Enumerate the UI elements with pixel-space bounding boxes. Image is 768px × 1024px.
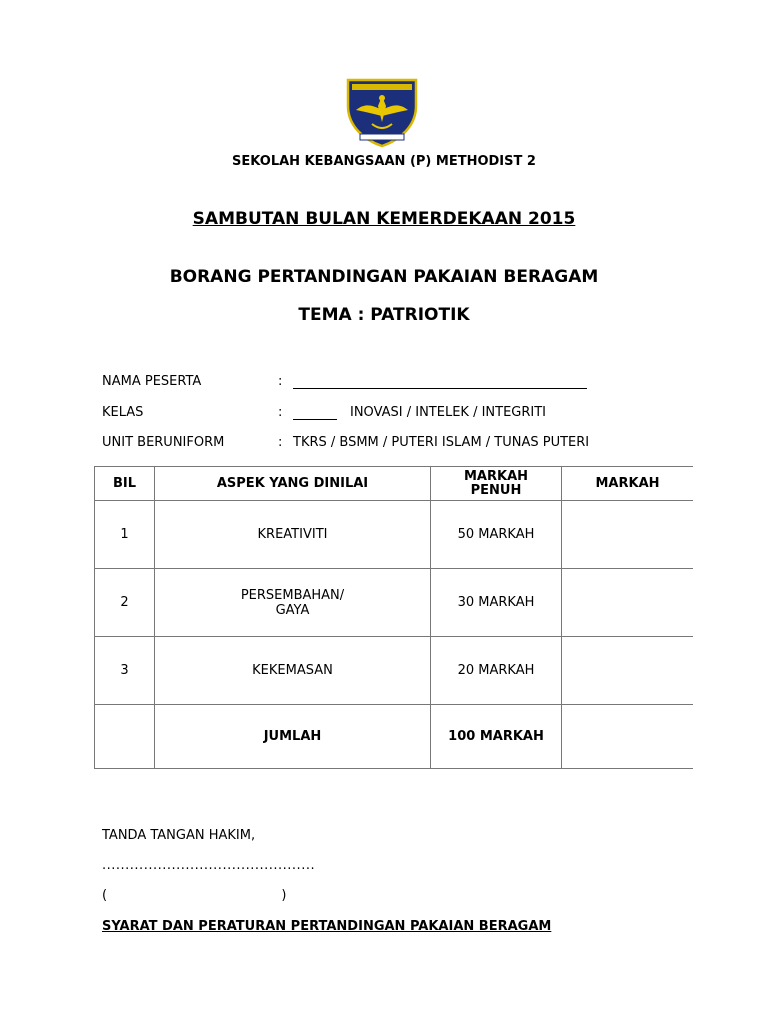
event-title: SAMBUTAN BULAN KEMERDEKAAN 2015: [192, 209, 576, 229]
table-row: [95, 637, 694, 705]
field-label: UNIT BERUNIFORM: [102, 435, 225, 450]
field-colon: :: [278, 374, 283, 389]
rules-heading: SYARAT DAN PERATURAN PERTANDINGAN PAKAIAN BERAGAM: [102, 919, 552, 934]
table-row: [95, 501, 694, 569]
judge-name-parentheses[interactable]: [102, 888, 286, 903]
row-bil: 2: [95, 569, 155, 637]
row-aspect: PERSEMBAHAN/ GAYA: [155, 569, 431, 637]
row-score-cell[interactable]: [562, 501, 694, 569]
header-markah: MARKAH: [562, 467, 694, 501]
row-full-marks: 50 MARKAH: [431, 501, 562, 569]
header-bil: BIL: [95, 467, 155, 501]
row-aspect: KREATIVITI: [155, 501, 431, 569]
row-score-cell[interactable]: [562, 637, 694, 705]
class-options: INOVASI / INTELEK / INTEGRITI: [350, 405, 547, 420]
school-name: SEKOLAH KEBANGSAAN (P) METHODIST 2: [232, 154, 536, 169]
participant-name-blank[interactable]: [293, 374, 587, 389]
field-label: KELAS: [102, 405, 144, 420]
theme-title: TEMA : PATRIOTIK: [298, 305, 470, 325]
row-score-cell[interactable]: [562, 569, 694, 637]
row-bil: 1: [95, 501, 155, 569]
table-total-row: [95, 705, 694, 769]
judge-signature-label: TANDA TANGAN HAKIM,: [102, 828, 256, 843]
field-colon: :: [278, 435, 283, 450]
row-full-marks: 20 MARKAH: [431, 637, 562, 705]
judge-signature-line[interactable]: ..............................................: [102, 858, 316, 873]
total-label: JUMLAH: [155, 705, 431, 769]
row-aspect: KEKEMASAN: [155, 637, 431, 705]
unit-options: TKRS / BSMM / PUTERI ISLAM / TUNAS PUTERI: [293, 435, 590, 450]
total-full-marks: 100 MARKAH: [431, 705, 562, 769]
header-markah-penuh: MARKAH PENUH: [431, 467, 562, 501]
row-bil: 3: [95, 637, 155, 705]
paren-close: ): [281, 888, 287, 903]
total-score-cell[interactable]: [562, 705, 694, 769]
row-full-marks: 30 MARKAH: [431, 569, 562, 637]
total-bil: [95, 705, 155, 769]
form-title: BORANG PERTANDINGAN PAKAIAN BERAGAM: [169, 267, 599, 287]
class-blank[interactable]: [293, 405, 337, 420]
table-row: [95, 569, 694, 637]
field-label: NAMA PESERTA: [102, 374, 202, 389]
table-header-row: [95, 467, 694, 501]
score-table: [94, 466, 693, 769]
field-value: [293, 405, 546, 420]
field-colon: :: [278, 405, 283, 420]
paren-open: (: [102, 888, 108, 903]
school-crest-logo: [342, 76, 422, 148]
header-aspek: ASPEK YANG DINILAI: [155, 467, 431, 501]
